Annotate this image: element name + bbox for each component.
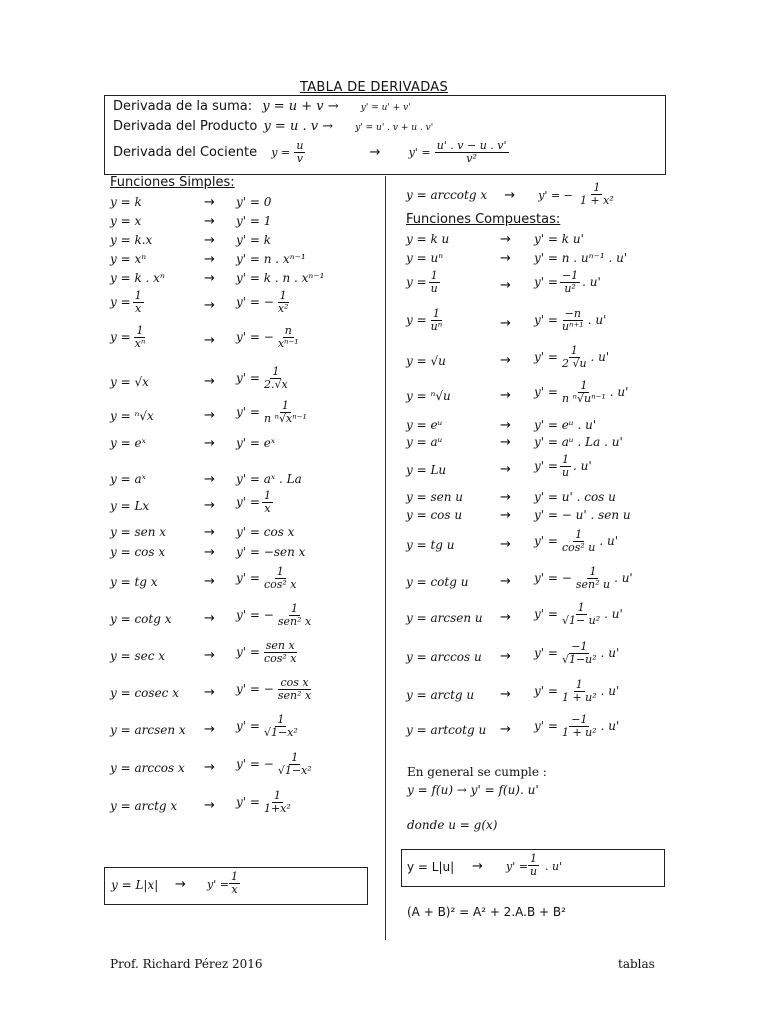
derivative	[236, 752, 314, 777]
author-footer: Prof. Richard Pérez 2016	[110, 957, 263, 971]
arrow: →	[204, 271, 215, 286]
denominator: 2 √u	[561, 357, 587, 370]
denominator: n ⁿ√uⁿ⁻¹	[561, 392, 606, 405]
derivative-text: y' =	[236, 495, 260, 509]
function-text: y = arcsen u	[406, 611, 483, 625]
arrow: →	[204, 525, 215, 540]
derivative-tail: . u'	[609, 385, 629, 399]
function-text: y = cotg x	[110, 612, 172, 626]
derivative	[534, 679, 619, 704]
derivative-text: y' = n . xⁿ⁻¹	[236, 252, 306, 266]
simple-functions-header: Funciones Simples:	[110, 175, 235, 190]
derivative-tail: . u'	[600, 646, 620, 660]
derivative-text: y' =	[534, 607, 558, 621]
function	[406, 418, 442, 432]
compound-derivative-row	[0, 269, 768, 295]
fraction	[560, 380, 608, 405]
derivative-text: y' = − u' . sen u	[534, 508, 631, 522]
compound-functions-header: Funciones Compuestas:	[406, 212, 561, 227]
function	[406, 688, 474, 702]
numerator: −n	[564, 307, 581, 320]
function	[406, 435, 442, 449]
arrow: →	[500, 232, 511, 247]
function-text: y = eᵘ	[406, 418, 443, 432]
log-abs-x-lhs: y = L|x|	[111, 878, 159, 892]
arrow: →	[500, 278, 511, 293]
numerator: 1	[279, 289, 287, 302]
function-text: y = artcotg u	[406, 723, 487, 737]
denominator: xⁿ	[134, 337, 146, 350]
numerator: 1	[291, 602, 298, 615]
function	[406, 490, 463, 504]
binomial-square: (A + B)² = A² + 2.A.B + B²	[407, 905, 566, 919]
function	[406, 508, 462, 522]
derivative-text: y' = k . n . xⁿ⁻¹	[236, 271, 325, 285]
compound-derivative-row	[0, 228, 768, 248]
function-text: y =	[406, 313, 427, 327]
derivative-text: y' =	[534, 684, 558, 698]
numerator: −1	[571, 640, 588, 653]
function-text: y = tg x	[110, 575, 158, 589]
fraction	[560, 714, 599, 739]
derivative-text: y' =	[236, 719, 260, 733]
sum-label: Derivada de la suma:	[113, 99, 253, 114]
derivative	[534, 714, 619, 739]
derivative	[534, 490, 616, 504]
arrow: →	[500, 687, 511, 702]
quotient-res-lhs: y' =	[408, 146, 431, 159]
derivative-text: y' = eᵘ . u'	[534, 418, 597, 432]
log-abs-x-box	[104, 867, 368, 905]
function-text: y = Lx	[110, 499, 150, 513]
compound-derivative-row	[0, 486, 768, 506]
function	[406, 232, 449, 246]
derivative-tail: . u'	[573, 459, 592, 473]
arrow: →	[204, 545, 215, 560]
arrow: →	[204, 436, 215, 451]
function	[406, 251, 443, 265]
arrow: →	[500, 251, 511, 266]
arrow: →	[500, 353, 511, 368]
numerator: 1	[575, 528, 583, 541]
derivative-text: y' =	[236, 645, 260, 659]
numerator: −1	[571, 713, 588, 726]
function-text: y = √x	[110, 375, 149, 389]
derivative-tail: . u'	[604, 607, 623, 621]
arrow: →	[500, 574, 511, 589]
quotient-arrow: →	[369, 145, 381, 160]
compound-derivative-row	[0, 379, 768, 405]
where-u-equals: donde u = g(x)	[407, 818, 498, 832]
denominator: u	[430, 282, 438, 295]
arrow: →	[500, 316, 511, 331]
simple-derivative-row	[0, 210, 768, 230]
function-text: y = arccos x	[110, 761, 185, 775]
numerator: cos x	[280, 676, 309, 689]
arccotg-x-row: y = arccotg x → y' = − $\frac{1}{\text{1 + x²}}$	[406, 181, 614, 207]
denominator: u	[561, 466, 570, 479]
derivative-text: y' = −	[236, 608, 274, 622]
function-text: y = tg u	[406, 538, 455, 552]
denominator: uⁿ⁺¹	[561, 320, 584, 333]
arrow: →	[500, 490, 511, 505]
derivative-text: y' = −	[534, 571, 572, 585]
quotient-rule	[113, 140, 509, 165]
numerator: 1	[430, 269, 438, 282]
function-text: y =	[110, 330, 131, 344]
compound-derivative-row	[0, 344, 768, 370]
compound-derivative-row	[0, 601, 768, 627]
fraction	[560, 345, 589, 370]
denominator: n ⁿ√xⁿ⁻¹	[263, 412, 307, 425]
derivative-text: y' =	[534, 313, 558, 327]
function-text: y = cos x	[110, 545, 166, 559]
compound-derivative-row	[0, 565, 768, 591]
derivative	[534, 308, 606, 333]
compound-derivative-row	[0, 431, 768, 451]
fraction	[429, 308, 445, 333]
denominator: √1−u²	[561, 653, 597, 666]
function-text: y =	[110, 295, 131, 309]
arrow: →	[204, 685, 215, 700]
function-text: y = eˣ	[110, 436, 146, 450]
derivative-text: y' = −	[236, 330, 274, 344]
numerator: −1	[561, 269, 579, 282]
arrow: →	[500, 418, 511, 433]
function-text: y = arccos u	[406, 650, 482, 664]
compound-derivative-row	[0, 504, 768, 524]
function	[110, 799, 177, 813]
fraction	[560, 641, 599, 666]
derivative	[534, 270, 601, 295]
numerator: 1	[577, 601, 585, 614]
fraction	[560, 529, 597, 554]
quotient-lhs: y =	[271, 146, 291, 159]
denominator: sen² x	[277, 689, 312, 702]
derivative-text: y' = aˣ . La	[236, 472, 302, 486]
fraction	[560, 454, 571, 479]
function-text: y = aˣ	[110, 472, 146, 486]
numerator: 1	[136, 324, 144, 337]
arrow: →	[500, 388, 511, 403]
derivative-text: y' =	[534, 385, 558, 399]
derivative	[534, 641, 619, 666]
quotient-label: Derivada del Cociente	[113, 145, 258, 160]
derivative	[534, 508, 631, 522]
derivative-text: y' = −	[236, 757, 274, 771]
function-text: y = √u	[406, 354, 446, 368]
function	[406, 611, 483, 625]
arrow: →	[204, 472, 215, 487]
numerator: sen x	[265, 639, 295, 652]
function-text: y = sec x	[110, 649, 166, 663]
quotient-res-fraction: $\frac{u' . v - u . v'}{\text{v²}}$	[436, 139, 507, 165]
denominator: sen² x	[277, 615, 312, 628]
derivative	[236, 790, 293, 815]
product-label: Derivada del Producto	[113, 119, 258, 134]
log-abs-x-rhs: y' =	[207, 878, 229, 891]
derivative-text: y' =	[534, 275, 558, 289]
compound-derivative-row	[0, 247, 768, 267]
derivative-text: y' = cos x	[236, 525, 295, 539]
function-text: y = xⁿ	[110, 252, 147, 266]
function-text: y = arctg x	[110, 799, 178, 813]
function-text: y = k.x	[110, 233, 153, 247]
derivative	[534, 251, 627, 265]
log-abs-u-rhs: y' =	[506, 860, 528, 873]
arrow: →	[204, 498, 215, 513]
function-text: y = arcsen x	[110, 723, 186, 737]
function-text: y = uⁿ	[406, 251, 444, 265]
arrow: →	[204, 298, 215, 313]
numerator: 1	[263, 489, 271, 502]
arrow: →	[204, 214, 215, 229]
function	[406, 270, 440, 295]
function-text: y = ⁿ√u	[406, 389, 451, 403]
simple-derivative-row	[0, 751, 768, 777]
function-text: y = sen x	[110, 525, 167, 539]
product-eq: y = u . v →	[263, 119, 334, 134]
derivative	[236, 195, 271, 209]
function	[110, 761, 185, 775]
derivative	[534, 380, 628, 405]
derivative	[534, 602, 623, 627]
derivative	[534, 566, 633, 591]
page-title: TABLA DE DERIVADAS	[300, 80, 449, 95]
arrow: →	[204, 798, 215, 813]
denominator: cos² x	[263, 652, 297, 665]
function	[110, 472, 146, 486]
numerator: n	[284, 324, 292, 337]
numerator: 1	[134, 289, 142, 302]
quotient-fraction: $\frac{u}{v}$	[296, 139, 304, 165]
function-text: y = sen u	[406, 490, 463, 504]
derivative	[236, 472, 302, 486]
denominator: u²	[564, 282, 576, 295]
log-abs-u-fraction: $\frac{1}{u}$	[530, 852, 538, 878]
function-text: y = Lu	[406, 463, 447, 477]
fraction	[429, 270, 440, 295]
arrow: →	[500, 508, 511, 523]
numerator: 1	[580, 379, 588, 392]
simple-derivative-row	[0, 191, 768, 211]
denominator: cos² u	[561, 541, 596, 554]
function-text: y = k u	[406, 232, 450, 246]
derivative-tail: . u'	[600, 684, 620, 698]
fraction	[560, 602, 602, 627]
product-result: y' = u' . v + u . v'	[355, 123, 434, 133]
function-text: y = x	[110, 214, 142, 228]
denominator: 1 + u²	[561, 726, 597, 739]
compound-derivative-row	[0, 676, 768, 704]
derivative-text: y' =	[236, 371, 260, 385]
footer-tag: tablas	[618, 957, 655, 971]
arrow: →	[500, 610, 511, 625]
derivative-text: y' =	[534, 719, 558, 733]
derivative-tail: . u'	[599, 534, 619, 548]
arrow: →	[204, 333, 215, 348]
function	[406, 389, 451, 403]
general-label: En general se cumple :	[407, 765, 547, 779]
sum-rule	[113, 99, 411, 114]
derivative	[534, 454, 592, 479]
derivative	[236, 214, 271, 228]
numerator: 1	[273, 789, 281, 802]
fraction	[560, 308, 586, 333]
derivative-text: y' = aᵘ . La . u'	[534, 435, 623, 449]
arrow: →	[204, 252, 215, 267]
simple-derivative-row	[0, 789, 768, 815]
arrow: →	[204, 574, 215, 589]
derivative-text: y' =	[236, 571, 260, 585]
arrow: →	[204, 233, 215, 248]
denominator: xⁿ⁻¹	[277, 337, 299, 350]
derivative-text: y' =	[236, 405, 260, 419]
arrow: →	[204, 408, 215, 423]
log-abs-u-box	[401, 849, 665, 887]
derivative-tail: . u'	[614, 571, 633, 585]
denominator: cos² x	[263, 578, 297, 591]
function	[110, 214, 141, 228]
numerator: 1	[272, 365, 280, 378]
arrow: →	[204, 648, 215, 663]
numerator: 1	[291, 751, 299, 764]
fraction	[574, 566, 612, 591]
function-text: y = arctg u	[406, 688, 475, 702]
derivative-text: y' = k u'	[534, 232, 584, 246]
log-abs-x-fraction: $\frac{1}{x}$	[231, 870, 238, 896]
derivative-text: y' =	[534, 350, 558, 364]
derivative-text: y' =	[534, 646, 558, 660]
derivative-text: y' = 1	[236, 214, 272, 228]
denominator: sen² u	[575, 578, 611, 591]
general-chain-rule: y = f(u) → y' = f(u). u'	[407, 783, 539, 797]
derivative	[534, 435, 623, 449]
function-text: y = k . xⁿ	[110, 271, 165, 285]
derivative	[534, 232, 584, 246]
product-rule	[113, 119, 433, 134]
arrow: →	[204, 722, 215, 737]
simple-derivative-row	[0, 289, 768, 315]
denominator: 1+x²	[263, 802, 291, 815]
arrow: →	[204, 760, 215, 775]
derivative-text: y' = n . uⁿ⁻¹ . u'	[534, 251, 628, 265]
derivative-text: y' =	[236, 795, 260, 809]
derivative	[534, 529, 618, 554]
arrow: →	[500, 722, 511, 737]
denominator: x²	[277, 302, 289, 315]
derivative-tail: . u'	[600, 719, 620, 733]
numerator: 1	[276, 565, 284, 578]
compound-derivative-row	[0, 307, 768, 333]
function-text: y = cos u	[406, 508, 463, 522]
function	[406, 650, 482, 664]
function	[406, 308, 444, 333]
denominator: √1−x²	[277, 764, 312, 777]
numerator: 1	[281, 399, 289, 412]
denominator: √1− u²	[561, 614, 601, 627]
function-text: y = aᵘ	[406, 435, 443, 449]
derivative-text: y' = −sen x	[236, 545, 306, 559]
derivative-tail: . u'	[590, 350, 610, 364]
arrow: →	[500, 435, 511, 450]
function-text: y = ⁿ√x	[110, 409, 154, 423]
function-text: y = cotg u	[406, 575, 469, 589]
numerator: 1	[562, 453, 569, 466]
function	[406, 575, 468, 589]
derivative-text: y' =	[534, 459, 558, 473]
function	[406, 354, 446, 368]
fraction	[262, 790, 293, 815]
denominator: uⁿ	[430, 320, 443, 333]
derivative	[534, 418, 596, 432]
denominator: √1−x²	[263, 726, 298, 739]
arrow: →	[204, 374, 215, 389]
compound-derivative-row	[0, 640, 768, 666]
function-text: y = cosec x	[110, 686, 179, 700]
derivative-text: y' =	[534, 534, 558, 548]
arrow: →	[500, 462, 511, 477]
derivative-tail: . u'	[582, 275, 601, 289]
numerator: 1	[432, 307, 440, 320]
denominator: 1 + u²	[561, 691, 597, 704]
function-text: y = k	[110, 195, 142, 209]
simple-derivative-row	[0, 324, 768, 350]
function	[110, 195, 142, 209]
derivative-text: y' = k	[236, 233, 272, 247]
arrow: →	[500, 649, 511, 664]
log-abs-u-lhs: y = L|u|	[407, 860, 455, 874]
function	[406, 538, 455, 552]
sum-result: y' = u' + v'	[360, 103, 411, 113]
derivative-text: y' = u' . cos u	[534, 490, 616, 504]
log-abs-u-tail: . u'	[545, 860, 563, 873]
numerator: 1	[575, 678, 583, 691]
numerator: 1	[589, 565, 597, 578]
rules-box	[104, 95, 666, 175]
function	[406, 463, 446, 477]
derivative	[534, 345, 609, 370]
derivative-text: y' = −	[236, 295, 274, 309]
fraction	[560, 270, 580, 295]
derivative-text: y' = eˣ	[236, 436, 276, 450]
arrow: →	[204, 611, 215, 626]
log-abs-x-arrow: →	[175, 877, 186, 892]
derivative-text: y' = 0	[236, 195, 272, 209]
numerator: 1	[277, 713, 285, 726]
numerator: 1	[570, 344, 578, 357]
arrow: →	[500, 537, 511, 552]
function-text: y =	[406, 275, 427, 289]
log-abs-u-arrow: →	[472, 859, 483, 874]
function	[406, 723, 486, 737]
derivative-tail: . u'	[587, 313, 607, 327]
fraction	[276, 752, 314, 777]
compound-derivative-row	[0, 713, 768, 739]
denominator: x	[264, 502, 271, 515]
denominator: 2.√x	[263, 378, 288, 391]
arrow: →	[204, 195, 215, 210]
fraction	[560, 679, 599, 704]
derivative-text: y' = −	[236, 682, 274, 696]
sum-eq: y = u + v →	[262, 99, 339, 114]
denominator: x	[135, 302, 142, 315]
